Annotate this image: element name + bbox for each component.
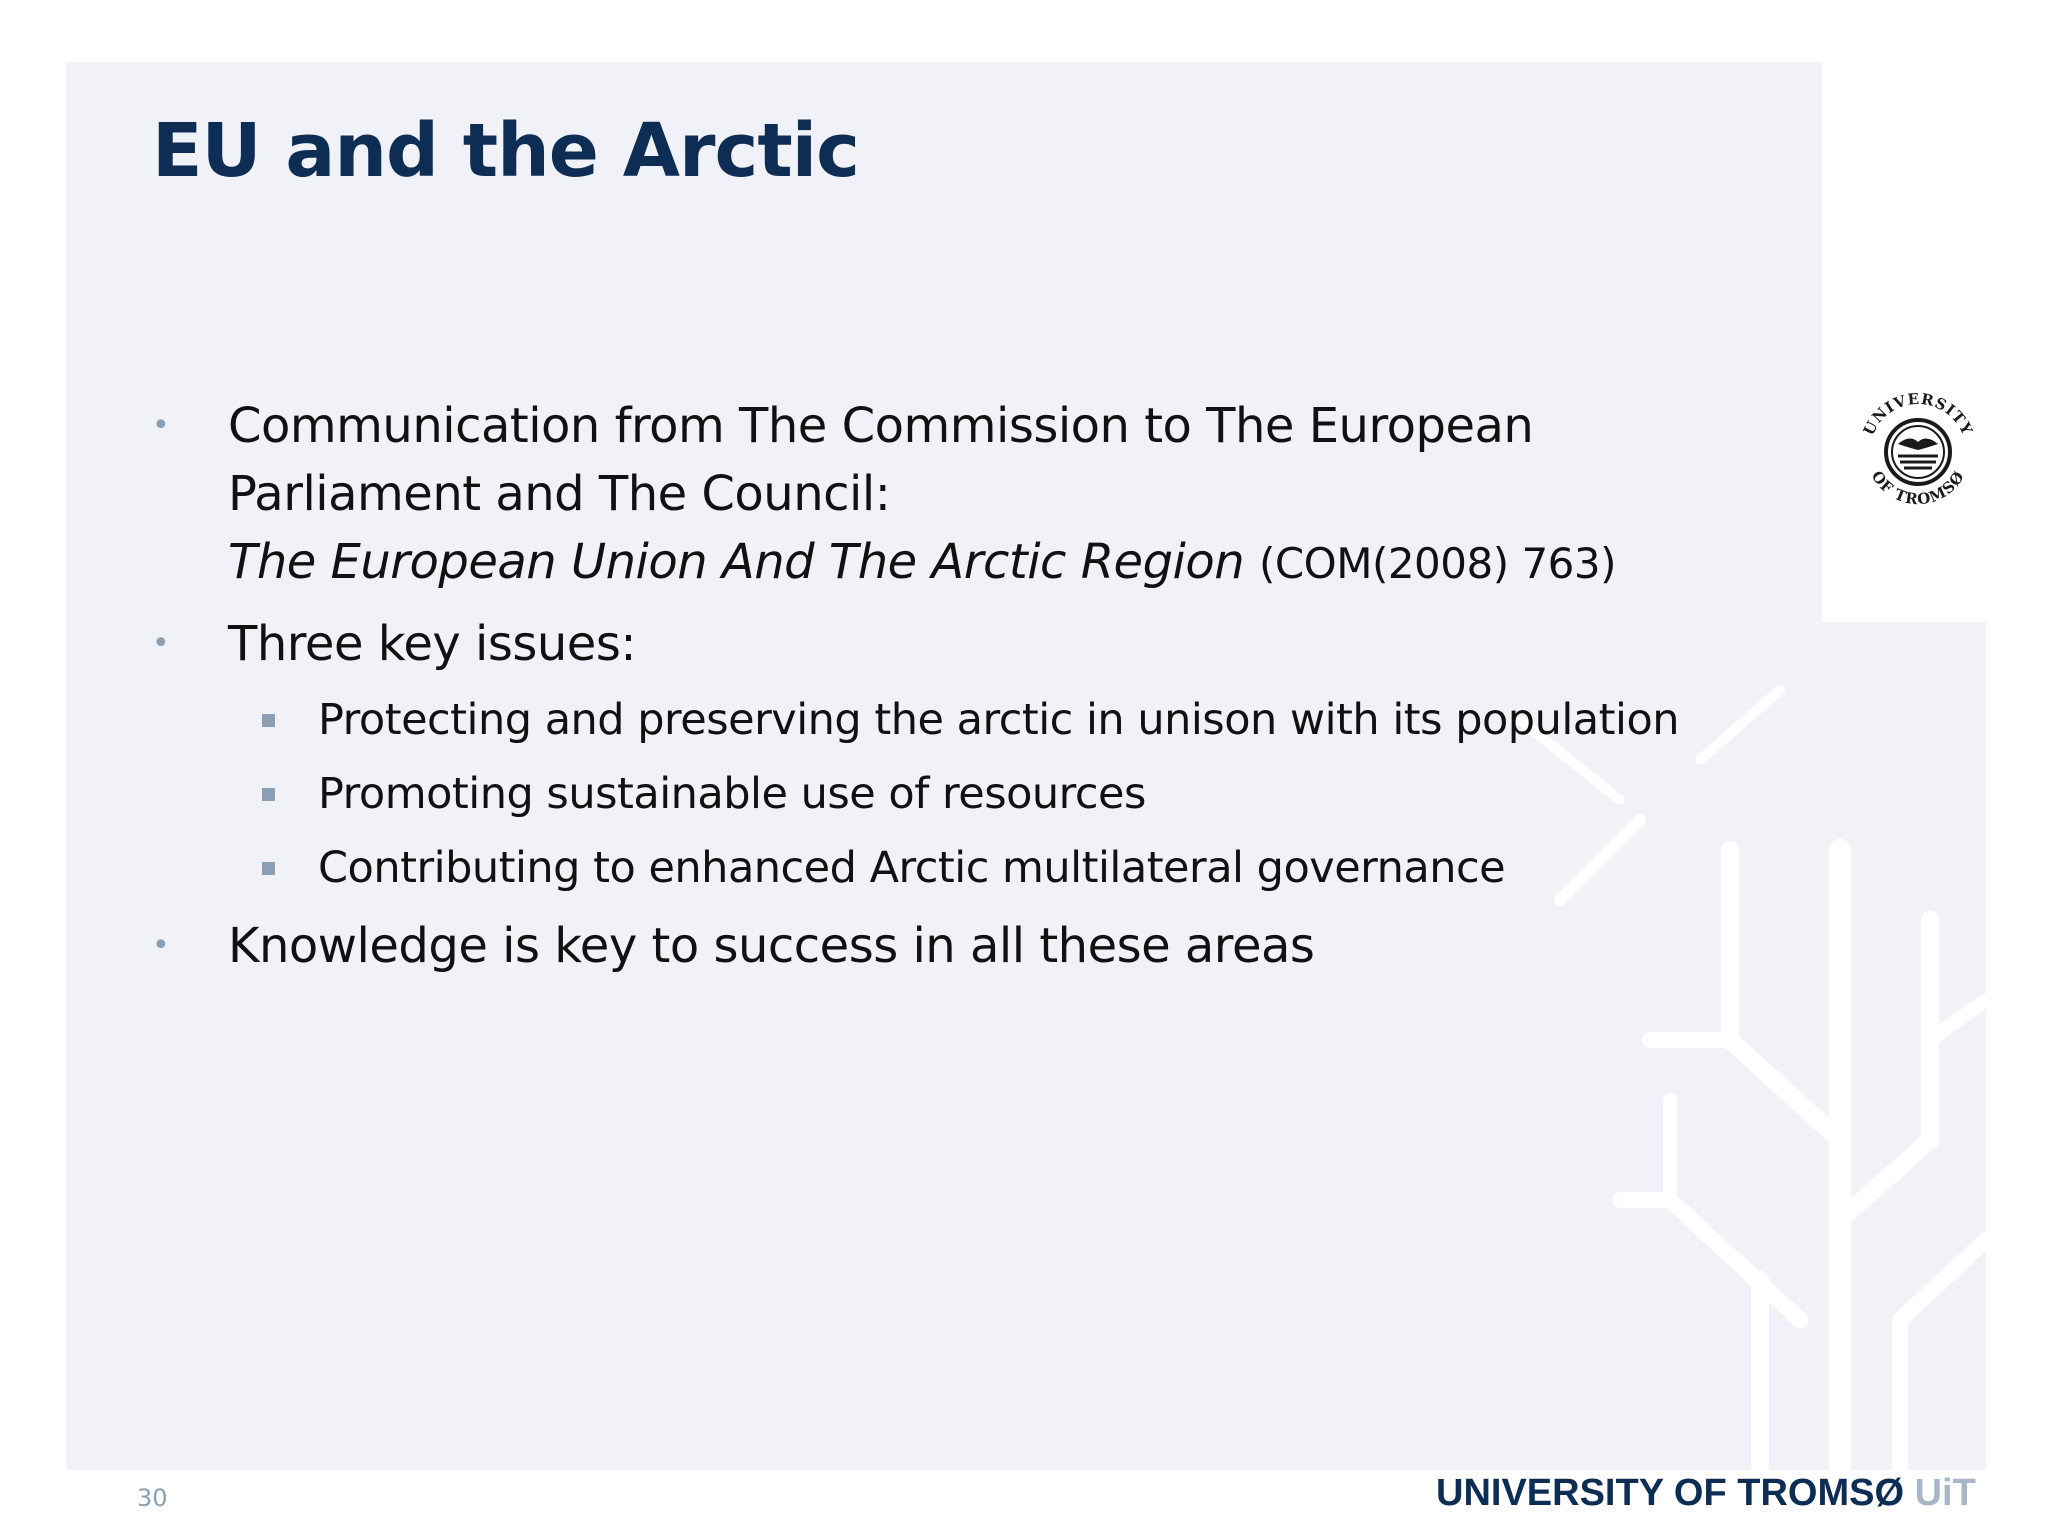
bullet-text-line: Communication from The Commission to The European: [228, 398, 1534, 454]
bullet-text-line: [228, 528, 1770, 598]
slide-title: EU and the Arctic: [152, 108, 859, 194]
bullet-dot: •: [152, 626, 170, 661]
university-seal-icon: [1850, 384, 1986, 520]
svg-text:OF TROMSØ: [1868, 468, 1969, 509]
sub-bullet-text: Promoting sustainable use of resources: [318, 769, 1146, 819]
sub-bullet-marker: [262, 788, 275, 801]
bullet-text: Knowledge is key to success in all these areas: [228, 918, 1315, 974]
bullet-dot: •: [152, 408, 170, 443]
footer-brand-logo: [1436, 1472, 1976, 1515]
document-reference: (COM(2008) 763): [1258, 539, 1617, 588]
seal-bottom-text: OF TROMSØ: [1867, 467, 1969, 509]
bullet-text-line: Parliament and The Council:: [228, 466, 891, 522]
seal-area: [1822, 62, 1986, 622]
sub-bullet-item: [150, 764, 1770, 824]
sub-bullet-text: Protecting and preserving the arctic in unison with its population: [318, 695, 1680, 745]
bullet-list: [150, 392, 1770, 992]
brand-short: UiT: [1914, 1472, 1976, 1514]
bullet-text: Three key issues:: [228, 616, 637, 672]
bullet-dot: •: [152, 928, 170, 963]
document-title: The European Union And The Arctic Region: [228, 534, 1245, 590]
brand-name: UNIVERSITY OF TROMSØ: [1436, 1472, 1905, 1514]
sub-bullet-item: [150, 690, 1770, 750]
seal-top-text: UNIVERSITY: [1859, 389, 1977, 439]
sub-bullet-marker: [262, 862, 275, 875]
bullet-item: [150, 392, 1770, 598]
page-number: 30: [137, 1484, 168, 1512]
sub-bullet-marker: [262, 714, 275, 727]
bullet-item: [150, 912, 1770, 980]
svg-text:UNIVERSITY: [1860, 390, 1977, 438]
bullet-item: [150, 610, 1770, 678]
sub-bullet-text: Contributing to enhanced Arctic multilateral governance: [318, 843, 1506, 893]
sub-bullet-item: [150, 838, 1770, 898]
